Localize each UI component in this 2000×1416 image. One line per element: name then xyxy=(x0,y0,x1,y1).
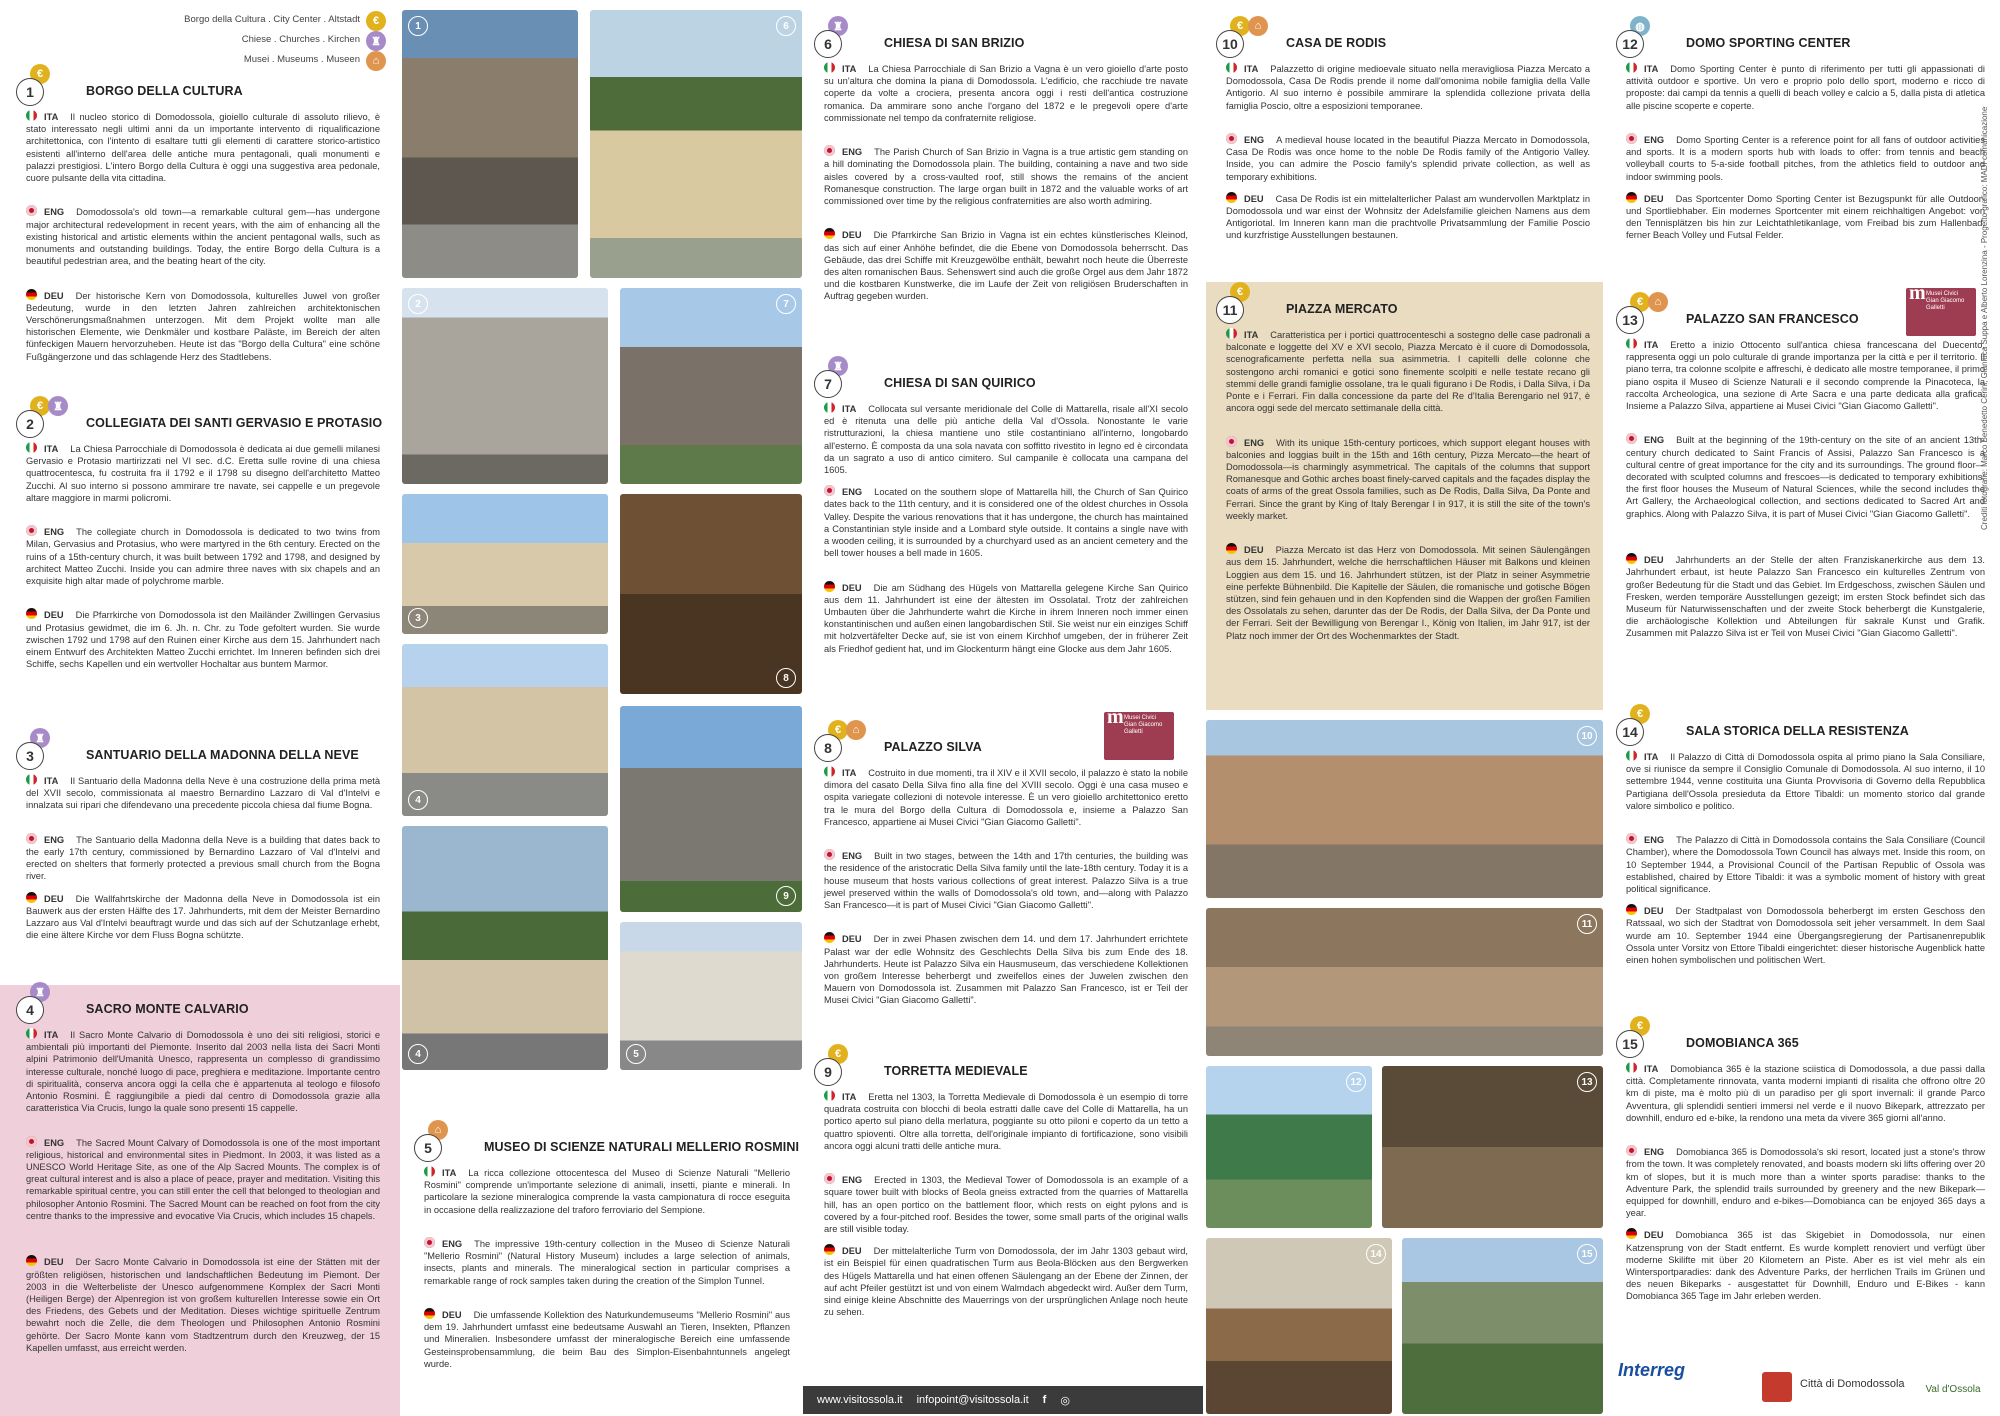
entry-title: SANTUARIO DELLA MADONNA DELLA NEVE xyxy=(86,748,359,762)
flag-ita-icon xyxy=(1626,1062,1637,1073)
entry-number: 4 xyxy=(16,996,44,1024)
language-label: ENG xyxy=(1644,135,1665,145)
language-label: DEU xyxy=(1644,906,1664,917)
photo-number: 14 xyxy=(1366,1244,1386,1264)
language-label: ENG xyxy=(44,834,65,845)
entry-number: 1 xyxy=(16,78,44,106)
entry-number: 11 xyxy=(1216,296,1244,324)
language-label: ENG xyxy=(44,207,65,218)
musei-civici-logo: m Musei Civici Gian Giacomo Galletti xyxy=(1104,712,1174,760)
flag-deu-icon xyxy=(824,1244,835,1255)
photo-madonna-neve xyxy=(402,494,608,634)
entry-text-eng xyxy=(26,1136,380,1222)
language-label: ITA xyxy=(1644,1064,1659,1074)
flag-eng-icon xyxy=(26,1136,37,1147)
photo-san-brizio xyxy=(590,10,802,278)
entry-number: 13 xyxy=(1616,306,1644,334)
flag-ita-icon xyxy=(26,110,37,121)
photo-sacro-monte xyxy=(402,644,608,816)
entry-number: 2 xyxy=(16,410,44,438)
paragraph-text: Die Pfarrkirche San Brizio in Vagna ist ein echtes künstlerisches Kleinod, das sich auf einer Anhöhe befindet, die die Ebene von Domodossola beherrscht. Das Gebäude, das drei Schiffe mit Kreuzgewölbe enthält, bewahrt noch heute die Überreste des alten romanischen Baus. Sehenswert sind auch die große Orgel aus dem Jahr 1872 und die kostbaren Kunstwerke, die im Laufe der Zeit von religiösen Bruderschaften in Auftrag gegeben wurden. xyxy=(824,230,1188,302)
church-icon: ♜ xyxy=(828,356,848,376)
paragraph-text: Built at the beginning of the 19th-century on the site of an ancient 13th-century church dedicated to Saint Francis of Assisi, Palazzo San Francesco is a cultural centre of great importance for the city and its surroundings. The ground floor—decorated with sculpted columns and frescoes—is dedicated to temporary exhibitions; the first floor houses the Museum of Natural Sciences, while the second includes the Art Gallery, the Archaeological collection, and sections dedicated to Sacred Art and graphics. Along with Palazzo Silva, it is part of Musei Civici "Gian Giacomo Galletti". xyxy=(1626,435,1985,519)
flag-eng-icon xyxy=(1626,433,1637,444)
language-label: DEU xyxy=(1244,193,1264,204)
photo-sacro-monte-chapel xyxy=(402,826,608,1070)
photo-number: 13 xyxy=(1577,1072,1597,1092)
entry-text-eng xyxy=(424,1237,790,1287)
entry-title: CASA DE RODIS xyxy=(1286,36,1387,50)
flag-ita-icon xyxy=(1226,62,1237,73)
entry-text-deu xyxy=(1226,192,1590,242)
church-icon: ♜ xyxy=(366,31,386,51)
entry-text-deu xyxy=(824,228,1188,302)
footer-website[interactable]: www.visitossola.it xyxy=(817,1394,903,1406)
entry-text-deu xyxy=(1626,1228,1985,1302)
entry-text-eng xyxy=(824,849,1188,911)
entry-text-ita xyxy=(1226,62,1590,112)
paragraph-text: Der Sacro Monte Calvario in Domodossola ist eine der Stätten mit der größten religiösen, historischen und landschaftlichen Bedeutung im Piemont. Der 2003 in die Welterbeliste der Unesco aufgenommene Komplex der Sacri Monti (Heiligen Berge) der Alpenregion ist von großem kulturellen Interesse sowie ein Ort des Friedens, des Gebets und der Meditation. Dieses wichtige spirituelle Zentrum bewahrt noch die Zelle, die dem Theologen und Philosophen Antonio Rosmini gehörte. Der Sacro Monte kann vom Stadtzentrum durch den Kreuzweg, der 15 Kapellen umfasst, aus erreicht werden. xyxy=(26,1257,380,1353)
flag-deu-icon xyxy=(1626,553,1637,564)
language-label: DEU xyxy=(842,934,862,945)
entry-title: MUSEO DI SCIENZE NATURALI MELLERIO ROSMINI xyxy=(484,1140,800,1154)
culture-icon: € xyxy=(1230,16,1250,36)
language-label: DEU xyxy=(442,1310,462,1320)
flag-ita-icon xyxy=(1626,62,1637,73)
flag-ita-icon xyxy=(824,402,835,413)
paragraph-text: Die am Südhang des Hügels von Mattarella gelegene Kirche San Quirico aus dem 11. Jahrhundert ist eine der ältesten im Ossolatal. Trotz der zahlreichen Umbauten über die Jahrhunderte wahrt die Kirche in ihrem Inneren noch immer einen konstantinischen und außen einen langobardischen Stil. Sie weist nur ein einziges Schiff mit holzvertäfelter Decke auf, sie ist von einem Kirchhof umgeben, der in früherer Zeit als Friedhof gedient hat, und im Glockenturm hängt eine Glocke aus dem Jahr 1605. xyxy=(824,582,1188,654)
valdossola-logo: Val d'Ossola xyxy=(1925,1384,1981,1395)
paragraph-text: Das Sportcenter Domo Sporting Center ist Bezugspunkt für alle Outdoor- und Sportliebhaber. Ein modernes Sportcenter mit einem reichhaltigen Angebot: von den Tennisplätzen bis hin zur Leichtathletikanlage, vom Freibad bis zum Hallenbad, ferner Beach Volley und Futsal Felder. xyxy=(1626,193,1985,241)
entry-number: 3 xyxy=(16,742,44,770)
culture-icon: € xyxy=(1630,704,1650,724)
language-label: ITA xyxy=(44,444,59,454)
flag-deu-icon xyxy=(824,581,835,592)
language-label: ENG xyxy=(1244,135,1265,145)
language-label: ITA xyxy=(44,776,59,786)
entry-text-ita xyxy=(824,62,1188,124)
photo-san-francesco xyxy=(1382,1066,1603,1228)
photo-number: 1 xyxy=(408,16,428,36)
paragraph-text: Located on the southern slope of Mattarella hill, the Church of San Quirico dates back to the 11th century, and it is considered one of the oldest churches in Ossola Valley. Despite the various renovations that it has undergone, the church has maintained a Constantinian style inside and a Lombard style outside. It contains a single nave with a wooden ceiling, it is surrounded by a churchyard used as an ancient cemetery and the bell tower houses a bell made in 1605. xyxy=(824,487,1188,559)
paragraph-text: Domobianca 365 ist das Skigebiet in Domodossola, nur einen Katzensprung von der Stadt entfernt. Es wurde komplett renoviert und verfügt über moderne Skilifte mit über 20 Kilometern an Piste. Aber es ist viel mehr als ein Wintersportparadies: dank des Adventure Parks, der herrlichen Trails im Grünen und des neuen Bikeparks - ausgestattet für Downhill, Enduro und E-Bikes - kann Domobianca 365 Tage im Jahr erleben werden. xyxy=(1626,1230,1985,1302)
entry-text-ita xyxy=(1626,62,1985,112)
flag-eng-icon xyxy=(824,485,835,496)
paragraph-text: Domo Sporting Center is a reference point for all fans of outdoor activities and sports. It is a modern sports hub with loads to offer: from tennis and beach volleyball courts to 5-a-side football pitches, from the athletics field to outdoor and indoor swimming pools. xyxy=(1626,135,1985,182)
entry-text-ita xyxy=(824,766,1188,828)
entry-text-ita xyxy=(1226,328,1590,414)
flag-ita-icon xyxy=(824,1090,835,1101)
paragraph-text: Der Stadtpalast von Domodossola beherbergt im ersten Geschoss den Ratssaal, wo sich der Stadtrat von Domodossola seit jeher versammelt. In dem Saal wurde am 10. September 1944 eine Übergangsregierung der Partisanenrepublik Ossola unter Vorsitz von Ettore Tibaldi eingerichtet: dieser historische Augenblick hatte einen hohen symbolischen und politischen Wert. xyxy=(1626,906,1985,965)
language-label: DEU xyxy=(44,610,64,621)
paragraph-text: Domodossola's old town—a remarkable cultural gem—has undergone major architectural redevelopment in recent years, with the aim of enhancing all the existing historical and artistic elements within the ancient pentagonal walls, such as monuments and outstanding buildings. Today, the entire Borgo della Cultura is a beautiful pedestrian area, and the beating heart of the city. xyxy=(26,207,380,267)
entry-number: 15 xyxy=(1616,1030,1644,1058)
language-label: ITA xyxy=(44,112,59,122)
entry-text-eng xyxy=(1226,133,1590,183)
paragraph-text: La Chiesa Parrocchiale di Domodossola è dedicata ai due gemelli milanesi Gervasio e Protasio martirizzati nel VI sec. d.C. Eretta sulle rovine di una chiesa quattrocentesca, fu costruita fra il 1792 e il 1798 su disegno dell'architetto Matteo Zucchi. Al suo interno si possono ammirare tre navate, sei cappelle e un pregevole altare maggiore in marmi policromi. xyxy=(26,444,380,503)
flag-eng-icon xyxy=(1226,436,1237,447)
flag-deu-icon xyxy=(1226,543,1237,554)
paragraph-text: Casa De Rodis ist ein mittelalterlicher Palast am wundervollen Marktplatz in Domodossola und war einst der Wohnsitz der Adelsfamilie gleichen Namens aus dem Antigoriotal. Im Inneren kann man die prachtvolle Privatsammlung der Familie Poscio und kurzfristige Ausstellungen bestaunen. xyxy=(1226,193,1590,241)
language-label: DEU xyxy=(1644,193,1664,204)
language-label: ENG xyxy=(842,1175,863,1186)
paragraph-text: The collegiate church in Domodossola is dedicated to two twins from Milan, Gervasius and Protasius, who were martyred in the 6th century. Erected on the ruins of a 15th-century church, it was built between 1792 and 1798, and designed by architect Matteo Zucchi. Inside you can admire three naves with six chapels and an exquisite high altar made of polychrome marble. xyxy=(26,527,380,586)
legend-museums: Musei . Museums . Museen xyxy=(243,54,360,65)
paragraph-text: Die umfassende Kollektion des Naturkundemuseums "Mellerio Rosmini" aus dem 19. Jahrhundert umfasst eine bedeutsame Auswahl an Tieren, Insekten, Pflanzen und Mineralien. Insbesondere umfasst der mineralogische Bereich eine umfassende Gesteinsprobensammlung, die beim Bau des Simplon-Eisenbahntunnels angelegt wurde. xyxy=(424,1310,790,1369)
legend-culture: Borgo della Cultura . City Center . Altstadt xyxy=(184,14,360,25)
photo-number: 4 xyxy=(408,1044,428,1064)
language-label: ITA xyxy=(1644,64,1659,74)
entry-text-ita xyxy=(1626,338,1985,412)
entry-title: PIAZZA MERCATO xyxy=(1286,302,1398,316)
entry-number: 7 xyxy=(814,370,842,398)
language-label: ITA xyxy=(842,64,857,74)
entry-title: PALAZZO SILVA xyxy=(884,740,982,754)
language-label: ENG xyxy=(842,851,863,862)
footer-bar xyxy=(803,1386,1203,1414)
paragraph-text: Eretta nel 1303, la Torretta Medievale di Domodossola è un esempio di torre quadrata costruita con blocchi di beola estratti dalle cave del Colle di Mattarella, ha un portico aperto sul piano della merlatura, poggiante su otto piloni e coperto da un tetto a quattro spioventi. Oltre alla torretta, dell'originale impianto di fortificazione, sono visibili ancora oggi alcuni tratti delle antiche mura. xyxy=(824,1092,1188,1151)
flag-eng-icon xyxy=(26,525,37,536)
flag-deu-icon xyxy=(26,608,37,619)
language-label: ENG xyxy=(442,1239,463,1249)
language-label: DEU xyxy=(842,230,862,241)
language-label: DEU xyxy=(1644,555,1664,566)
entry-text-eng xyxy=(824,145,1188,207)
photo-credits: Crediti fotografie: Marco Benedetto Cerini, Gianluca Suppa e Alberto Lorenzina - Progetto grafico: MADI comunicazione xyxy=(1980,106,1989,530)
entry-title: TORRETTA MEDIEVALE xyxy=(884,1064,1028,1078)
paragraph-text: La Chiesa Parrocchiale di San Brizio a Vagna è un vero gioiello d'arte posto su un'altura che domina la piana di Domodossola. L'edificio, che racchiude tre navate coperte da volte a crociera, presenta ancora oggi i resti dell'antica costruzione romanica. Da ammirare sono anche l'organo del 1872 e le pregevoli opere d'arte commissionate nel tempo da confraternite religiose. xyxy=(824,64,1188,123)
entry-title: CHIESA DI SAN BRIZIO xyxy=(884,36,1025,50)
paragraph-text: Erected in 1303, the Medieval Tower of Domodossola is an example of a square tower built with blocks of Beola gneiss extracted from the quarries of Mattarella hill, has an open portico on the battlement floor, which rests on eight pylons and is covered by a four-pitched roof. Besides the tower, some small parts of the original walls are still visible today. xyxy=(824,1175,1188,1234)
paragraph-text: Caratteristica per i portici quattrocenteschi a sostegno delle case padronali a balconate e loggette del XV e XVI secolo, Piazza Mercato è il cuore di Domodossola, scenograficamente perfetta nella sua asimmetria. I capitelli delle colonne che sostengono archi romanici e gotici sono finemente scolpiti e nelle testate recano gli stemmi delle grandi famiglie ossolane, tra le quali figurano i De Rodis, i Dalla Silva, i Da Ponte e i Ferrari. Fin dalla concessione da parte del Re d'Italia Berengario nel 917, è ancora oggi sede del mercato settimanale della città. xyxy=(1226,330,1590,414)
sport-icon: ◍ xyxy=(1630,16,1650,36)
photo-collegiata xyxy=(402,288,608,484)
entry-text-ita xyxy=(26,774,380,812)
culture-icon: € xyxy=(828,720,848,740)
paragraph-text: With its unique 15th-century porticoes, which support elegant houses with balconies and loggias built in the 15th and 16th century, Pizza Mercato—the heart of Domodossola—is charmingly asymmetrical. The capitals of the columns that support Romanesque and Gothic arches boast finely-carved capitals and the façades display the coats of arms of the great Ossola families, such as De Rodis, Dalla Silva, Da Ponte and Ferrari. Since the grant by King of Italy Berengar I in 917, it is still the site of the town's weekly market. xyxy=(1226,437,1590,521)
flag-deu-icon xyxy=(26,1255,37,1266)
language-label: ENG xyxy=(44,527,65,538)
culture-icon: € xyxy=(30,396,50,416)
paragraph-text: Der historische Kern von Domodossola, kulturelles Juwel von großer Bedeutung, wurde in den letzten Jahren zahlreichen architektonischen Verschönerungsmaßnahmen unterzogen. Mit dem Projekt wollte man alle historischen Elemente, wie Denkmäler und kostbare Paläste, im Bereich der alten fünfeckigen Mauern hervorzuheben. Heute ist das "Borgo della Cultura" eine schöne Fußgängerzone und das schlagende Herz des Stadtlebens. xyxy=(26,290,380,362)
flag-ita-icon xyxy=(26,774,37,785)
flag-eng-icon xyxy=(424,1237,435,1248)
language-label: ENG xyxy=(842,147,863,158)
language-label: ITA xyxy=(842,768,857,778)
paragraph-text: A medieval house located in the beautiful Piazza Mercato in Domodossola, Casa De Rodis was once home to the noble De Rodis family of the Antigorio Valley. Inside, you can admire the Poscio family's splendid private collection, as well as temporary exhibitions. xyxy=(1226,135,1590,182)
paragraph-text: Il Santuario della Madonna della Neve è una costruzione della prima metà del XVII secolo, commissionata al maestro Bernardino Lazzaro di Val d'Intelvi e innalzata sui ripari che difendevano una precedente piccola chiesa dal fiume Bogna. xyxy=(26,776,380,811)
paragraph-text: Costruito in due momenti, tra il XIV e il XVII secolo, il palazzo è stato la nobile dimora del casato Della Silva fino alla fine del XVIII secolo. Oggi è una casa museo e ospita variegate collezioni di notevole interesse. È un vero gioiello architettonico eretto tra le mura del Borgo della Cultura di Domodossola e, insieme a Palazzo San Francesco, appartiene ai Musei Civici "Gian Giacomo Galletti". xyxy=(824,768,1188,827)
photo-casa-de-rodis xyxy=(1206,720,1603,898)
language-label: DEU xyxy=(1644,1230,1664,1241)
museum-icon: ⌂ xyxy=(846,720,866,740)
paragraph-text: The Parish Church of San Brizio in Vagna is a true artistic gem standing on a hill dominating the Domodossola plain. The building, containing a nave and two side aisles covered by a cross-vaulted roof, still shows the remains of the ancient Romanesque construction. The large organ built in 1872 and the valuable works of art commissioned over time by the religious confraternities are also worth admiring. xyxy=(824,147,1188,206)
entry-text-deu xyxy=(1226,543,1590,642)
entry-text-eng xyxy=(1626,433,1985,519)
photo-number: 3 xyxy=(408,608,428,628)
entry-text-deu xyxy=(824,932,1188,1006)
entry-text-eng xyxy=(26,525,380,587)
flag-deu-icon xyxy=(824,932,835,943)
museum-icon: ⌂ xyxy=(1648,292,1668,312)
city-logo-text: Città di Domodossola xyxy=(1800,1378,1905,1390)
interreg-logo: Interreg xyxy=(1618,1360,1686,1380)
photo-number: 15 xyxy=(1577,1244,1597,1264)
photo-number: 7 xyxy=(776,294,796,314)
flag-deu-icon xyxy=(1226,192,1237,203)
flag-ita-icon xyxy=(424,1166,435,1177)
photo-san-quirico xyxy=(620,288,802,484)
paragraph-text: Collocata sul versante meridionale del Colle di Mattarella, risale all'XI secolo ed è ritenuta una delle più antiche della Val d'Ossola. Nonostante le varie ristrutturazioni, la chiesa mantiene uno stile costantiniano all'interno, longobardo all'esterno. È composta da una sola navata con soffitto rivestito in legno ed è circondata da un sagrato a uso di antico cimitero. Sul campanile è collocata una campana del 1605. xyxy=(824,404,1188,476)
language-label: ITA xyxy=(1644,752,1659,762)
church-icon: ♜ xyxy=(30,728,50,748)
photo-domobianca xyxy=(1402,1238,1603,1414)
language-label: DEU xyxy=(1244,545,1264,556)
entry-text-eng xyxy=(1226,436,1590,522)
culture-icon: € xyxy=(1630,292,1650,312)
entry-text-deu xyxy=(424,1308,790,1370)
entry-title: SACRO MONTE CALVARIO xyxy=(86,1002,249,1016)
musei-civici-logo: m Musei Civici Gian Giacomo Galletti xyxy=(1906,288,1976,336)
entry-text-deu xyxy=(26,608,380,670)
language-label: ITA xyxy=(1244,330,1259,340)
photo-museo xyxy=(620,922,802,1070)
paragraph-text: The Palazzo di Città in Domodossola contains the Sala Consiliare (Council Chamber), where the Domodossola Town Council has always met. Inside this room, on 10 September 1944, a Provisional Council of the Partisan Republic of Ossola was established, chaired by Ettore Tibaldi: it was a symbolic moment of history with great political significance. xyxy=(1626,835,1985,894)
entry-number: 8 xyxy=(814,734,842,762)
culture-icon: € xyxy=(366,11,386,31)
entry-text-ita xyxy=(26,1028,380,1114)
culture-icon: € xyxy=(1230,282,1250,302)
museum-icon: ⌂ xyxy=(428,1120,448,1140)
flag-deu-icon xyxy=(26,289,37,300)
flag-eng-icon xyxy=(824,849,835,860)
entry-text-ita xyxy=(1626,1062,1985,1124)
entry-text-deu xyxy=(26,1255,380,1354)
paragraph-text: The Sacred Mount Calvary of Domodossola is one of the most important religious, historical and environmental sites in Piedmont. In 2003, it was listed as a UNESCO World Heritage Site, as one of the Alp Sacred Mounts. The complex is of great cultural interest and is also a place of peace, prayer and meditation. Visiting this remarkable spiritual centre, you can still enter the cell that belonged to theologian and philosopher Antonio Rosmini. The Sacred Mount can be reached on foot from the city centre thanks to the impressive and evocative Via Crucis, which includes 15 chapels. xyxy=(26,1137,380,1221)
paragraph-text: Il nucleo storico di Domodossola, gioiello culturale di assoluto rilievo, è stato interessato negli ultimi anni da un importante intervento di riqualificazione architettonica, con l'intento di esaltare tutti gli elementi di carattere storico-artistico esistenti all'interno dell'area delle antiche mura pentagonali, quali monumenti e palazzi prestigiosi. L'intero Borgo della Cultura è oggi una suggestiva area pedonale, cuore pulsante della vita cittadina. xyxy=(26,112,380,184)
entry-text-deu xyxy=(26,289,380,363)
entry-text-ita xyxy=(824,1090,1188,1152)
flag-ita-icon xyxy=(1226,328,1237,339)
paragraph-text: Il Sacro Monte Calvario di Domodossola è uno dei siti religiosi, storici e ambientali più importanti del Piemonte. Inserito dal 2003 nella lista dei Sacri Monti alpini Patrimonio dell'Umanità Unesco, rappresenta un complesso di grandissimo interesse culturale, nonché luogo di pace, preghiera e meditazione. Importante centro di spiritualità, conserva ancora oggi la cella che è appartenuta al teologo e filosofo Antonio Rosmini. È raggiungibile a piedi dal centro di Domodossola grazie alla caratteristica Via Crucis, lungo la quale sono presenti 15 cappelle. xyxy=(26,1030,380,1114)
flag-eng-icon xyxy=(1626,133,1637,144)
entry-text-deu xyxy=(1626,904,1985,966)
museum-icon: ⌂ xyxy=(1248,16,1268,36)
entry-text-ita xyxy=(26,110,380,184)
entry-number: 9 xyxy=(814,1058,842,1086)
photo-number: 2 xyxy=(408,294,428,314)
paragraph-text: Domobianca 365 is Domodossola's ski resort, located just a stone's throw from the town. It was completely renovated, and boasts modern ski lifts offering over 20 km of slopes, but it is much more than a winter sports paradise: thanks to the Adventure Park, the splendid trails surrounded by greenery and the new Bikepark—equipped for downhill, enduro and e-bikes—Domobianca can be enjoyed 365 days a year. xyxy=(1626,1147,1985,1219)
entry-text-deu xyxy=(824,1244,1188,1318)
legend xyxy=(120,14,381,74)
photo-borgo xyxy=(402,10,578,278)
entry-text-eng xyxy=(26,833,380,883)
paragraph-text: La ricca collezione ottocentesca del Museo di Scienze Naturali "Mellerio Rosmini" comprende un'importante selezione di animali, insetti, piante e minerali. In particolare la sezione mineralogica comprende la vasta campionatura di rocce eseguita in occasione della realizzazione del traforo ferroviario del Sempione. xyxy=(424,1168,790,1215)
flag-ita-icon xyxy=(824,766,835,777)
photo-number: 11 xyxy=(1577,914,1597,934)
language-label: DEU xyxy=(842,582,862,593)
photo-number: 8 xyxy=(776,668,796,688)
entry-text-deu xyxy=(1626,192,1985,242)
entry-text-deu xyxy=(824,581,1188,655)
culture-icon: € xyxy=(1630,1016,1650,1036)
paragraph-text: Die Wallfahrtskirche der Madonna della Neve in Domodossola ist ein Bauwerk aus der ersten Hälfte des 17. Jahrhunderts, mit dem der Meister Bernardino Lazzaro aus Val d'Intelvi beauftragt wurde und das sich auf der Schutzanlage erhebt, die eine ältere Kirche vor dem Fluss Bogna schützte. xyxy=(26,893,380,941)
paragraph-text: Il Palazzo di Città di Domodossola ospita al primo piano la Sala Consiliare, ove si riunisce da sempre il Consiglio Comunale di Domodossola. Al suo interno, il 10 settembre 1944, venne costituita una Giunta Provvisoria di Governo della Repubblica Partigiana dell'Ossola presieduta da Ettore Tibaldi: un momento storico dal grande valore simbolico e politico. xyxy=(1626,752,1985,811)
church-icon: ♜ xyxy=(828,16,848,36)
flag-eng-icon xyxy=(1226,133,1237,144)
entry-text-eng xyxy=(824,485,1188,559)
paragraph-text: The impressive 19th-century collection in the Museo di Scienze Naturali "Mellerio Rosmini" (Natural History Museum) includes a large selection of animals, insects, plants and minerals. The mineralogical section in particular comprises a remarkable range of rock samples taken during the creation of the Simplon Tunnel. xyxy=(424,1239,790,1286)
entry-text-eng xyxy=(1626,133,1985,183)
flag-ita-icon xyxy=(26,1028,37,1039)
photo-sala-storica xyxy=(1206,1238,1392,1414)
entry-number: 12 xyxy=(1616,30,1644,58)
photo-number: 9 xyxy=(776,886,796,906)
flag-eng-icon xyxy=(26,833,37,844)
photo-number: 12 xyxy=(1346,1072,1366,1092)
entry-text-ita xyxy=(1626,750,1985,812)
church-icon: ♜ xyxy=(48,396,68,416)
language-label: DEU xyxy=(44,290,64,301)
city-crest-icon xyxy=(1762,1372,1792,1402)
flag-ita-icon xyxy=(1626,750,1637,761)
flag-eng-icon xyxy=(1626,833,1637,844)
flag-ita-icon xyxy=(824,62,835,73)
entry-title: SALA STORICA DELLA RESISTENZA xyxy=(1686,724,1909,738)
paragraph-text: Built in two stages, between the 14th and 17th centuries, the building was the residence of the aristocratic Della Silva family until the late-18th century. Today it is a house museum that hosts various collections of great interest. Palazzo Silva is a true jewel preserved within the walls of Domodossola's old town, and—along with Palazzo San Francesco—it is part of Musei Civici "Gian Giacomo Galletti". xyxy=(824,851,1188,910)
paragraph-text: Der in zwei Phasen zwischen dem 14. und dem 17. Jahrhundert errichtete Palast war der edle Wohnsitz des Geschlechts Della Silva bis zum Ende des 18. Jahrhunderts. Heute ist Palazzo Silva ein Hausmuseum, das verschiedene Kollektionen von großem Interesse beherbergt und zweifellos eines der Juwelen zwischen den Mauern von Domodossola ist. Zusammen mit Palazzo San Francesco, ist er Teil der Musei Civici "Gian Giacomo Galletti". xyxy=(824,934,1188,1006)
paragraph-text: Jahrhunderts an der Stelle der alten Franziskanerkirche aus dem 13. Jahrhundert erbaut, ist heute Palazzo San Francesco ein kulturelles Zentrum von großer Bedeutung für die Stadt und das Gebiet. Im Erdgeschoss, zwischen Säulen und Fresken, werden temporäre Ausstellungen gezeigt; im ersten Stock befindet sich das Museum für Naturwissenschaften und der zweite Stock beherbergt die Kunstgalerie, die archäologische Kollektion und Abteilungen für sakrale Kunst und Grafik. Zusammen mit Palazzo Silva ist er Teil von Musei Civici "Gian Giacomo Galletti". xyxy=(1626,555,1985,639)
entry-title: CHIESA DI SAN QUIRICO xyxy=(884,376,1036,390)
entry-title: BORGO DELLA CULTURA xyxy=(86,84,243,98)
paragraph-text: Eretto a inizio Ottocento sull'antica chiesa francescana del Duecento, rappresenta oggi un polo culturale di grande importanza per la città e per il territorio. Il piano terra, tra colonne scolpite e affreschi, è dedicato alle mostre temporanee, il primo piano ospita il Museo di Scienze Naturali e il secondo comprende la Pinacoteca, la raccolta Archeologica, una sezione di Arte Sacra e una parte dedicata alla grafica. Insieme a Palazzo Silva, appartiene ai Musei Civici "Gian Giacomo Galletti". xyxy=(1626,340,1985,412)
flag-deu-icon xyxy=(1626,904,1637,915)
paragraph-text: Domobianca 365 è la stazione sciistica di Domodossola, a due passi dalla città. Completamente rinnovata, vanta moderni impianti di risalita che offrono oltre 20 km di piste, ma è molto più di un paradiso per gli sport invernali: il grande Parco Avventura, gli splendidi sentieri immersi nel verde e il nuovo Bikepark, attrezzato per downhill, enduro ed e-bike, la rendono una meta da vivere 365 giorni all'anno. xyxy=(1626,1064,1985,1123)
language-label: ENG xyxy=(1244,437,1265,448)
paragraph-text: Der mittelalterliche Turm von Domodossola, der im Jahr 1303 gebaut wird, ist ein Beispiel für einen quadratischen Turm aus Beola-Blöcken aus den Bergwerken des Hügels Mattarella und hat einen offenen Säulengang an der Ebene der Zinnen, der auf acht Pfeiler gestützt ist und von einem Walmdach abgedeckt wird. Außer dem Turm, sind einige kleine Abschnitte des Mauerrings von der ursprünglichen Anlage noch heute zu sehen. xyxy=(824,1246,1188,1318)
language-label: ENG xyxy=(1644,1147,1665,1158)
language-label: ENG xyxy=(842,487,863,498)
language-label: ITA xyxy=(1244,64,1259,74)
entry-text-deu xyxy=(26,892,380,942)
culture-icon: € xyxy=(828,1044,848,1064)
language-label: ITA xyxy=(842,1092,857,1102)
photo-number: 10 xyxy=(1577,726,1597,746)
flag-eng-icon xyxy=(26,205,37,216)
church-icon: ♜ xyxy=(30,982,50,1002)
language-label: ITA xyxy=(44,1030,59,1040)
entry-title: DOMOBIANCA 365 xyxy=(1686,1036,1799,1050)
entry-number: 6 xyxy=(814,30,842,58)
photo-torretta xyxy=(620,706,802,912)
photo-number: 6 xyxy=(776,16,796,36)
entry-text-eng xyxy=(26,205,380,267)
flag-ita-icon xyxy=(26,442,37,453)
instagram-icon[interactable]: ◎ xyxy=(1060,1394,1070,1407)
flag-deu-icon xyxy=(1626,1228,1637,1239)
flag-deu-icon xyxy=(424,1308,435,1319)
photo-palazzo-silva xyxy=(620,494,802,694)
language-label: ITA xyxy=(842,404,857,414)
entry-text-ita xyxy=(824,402,1188,476)
facebook-icon[interactable]: f xyxy=(1042,1394,1047,1406)
photo-number: 5 xyxy=(626,1044,646,1064)
entry-number: 14 xyxy=(1616,718,1644,746)
flag-deu-icon xyxy=(26,892,37,903)
language-label: DEU xyxy=(44,893,64,904)
entry-text-deu xyxy=(1626,553,1985,639)
museum-icon: ⌂ xyxy=(366,51,386,71)
entry-text-eng xyxy=(1626,1145,1985,1219)
paragraph-text: Die Pfarrkirche von Domodossola ist den Mailänder Zwillingen Gervasius und Protasius gewidmet, die im 6. Jh. n. Chr. zu Tode gefoltert wurden. Sie wurde zwischen 1792 und 1798 auf den Ruinen einer Kirche aus dem 15. Jahrhundert nach einem Entwurf des Architekten Matteo Zucchi errichtet. Im Inneren befinden sich drei Schiffe, sechs Kapellen und ein wertvoller Hochaltar aus buntem Marmor. xyxy=(26,610,380,670)
photo-sporting xyxy=(1206,1066,1372,1228)
flag-eng-icon xyxy=(824,1173,835,1184)
paragraph-text: Piazza Mercato ist das Herz von Domodossola. Mit seinen Säulengängen aus dem 15. Jahrhundert, welche die herrschaftlichen Häuser mit Balkons und kleinen Loggien aus dem 15. und 16. Jahrhundert stützen, ist der Platz in seiner Asymmetrie eine perfekte Bühnenbild. Die Kapitelle der Säulen, die romanische und gotische Bögen stützen, sind fein gehauen und in den Kopfenden sind die Wappen der großen Familien des Ossolatals zu sehen, darunter das der De Rodis, der Dalla Silva, der Da Ponte und der Ferrari. Seit der Bewilligung von Berengar I., König von Italien, im Jahr 917, ist der Platz noch immer der Ort des Wochenmarktes der Stadt. xyxy=(1226,545,1590,641)
paragraph-text: Palazzetto di origine medioevale situato nella meravigliosa Piazza Mercato a Domodossola, Casa De Rodis prende il nome dall'omonima nobile famiglia della Valle Antigorio. Al suo interno è possibile ammirare la splendida collezione privata della famiglia Poscio, oltre a esposizioni temporanee. xyxy=(1226,64,1590,111)
language-label: ITA xyxy=(1644,340,1659,350)
entry-text-eng xyxy=(824,1173,1188,1235)
entry-title: PALAZZO SAN FRANCESCO xyxy=(1686,312,1859,326)
flag-eng-icon xyxy=(1626,1145,1637,1156)
photo-number: 4 xyxy=(408,790,428,810)
paragraph-text: The Santuario della Madonna della Neve is a building that dates back to the early 17th century, commissioned by Bernardino Lazzaro of Val d'Intelvi and erected on shelters that formerly protected a previous small church from the Bogna river. xyxy=(26,834,380,882)
flag-eng-icon xyxy=(824,145,835,156)
entry-number: 10 xyxy=(1216,30,1244,58)
entry-text-ita xyxy=(424,1166,790,1216)
language-label: ITA xyxy=(442,1168,457,1178)
footer-email[interactable]: infopoint@visitossola.it xyxy=(916,1394,1029,1406)
flag-ita-icon xyxy=(1626,338,1637,349)
language-label: DEU xyxy=(842,1246,862,1257)
entry-text-ita xyxy=(26,442,380,504)
flag-deu-icon xyxy=(824,228,835,239)
language-label: ENG xyxy=(1644,435,1665,446)
paragraph-text: Domo Sporting Center è punto di riferimento per tutti gli appassionati di attività outdoor e sportive. Un vero e proprio polo dello sport, moderno e ricco di proposte: dai campi da tennis a quelli di beach volley e calcio a 5, dalla pista di atletica alle piscine scoperte e coperte. xyxy=(1626,64,1985,111)
photo-piazza-mercato xyxy=(1206,908,1603,1056)
language-label: ENG xyxy=(1644,835,1665,846)
flag-deu-icon xyxy=(1626,192,1637,203)
entry-number: 5 xyxy=(414,1134,442,1162)
legend-churches: Chiese . Churches . Kirchen xyxy=(241,34,360,45)
entry-text-eng xyxy=(1626,833,1985,895)
entry-title: COLLEGIATA DEI SANTI GERVASIO E PROTASIO xyxy=(86,416,383,430)
culture-icon: € xyxy=(30,64,50,84)
language-label: ENG xyxy=(44,1137,65,1148)
entry-title: DOMO SPORTING CENTER xyxy=(1686,36,1851,50)
language-label: DEU xyxy=(44,1257,64,1268)
